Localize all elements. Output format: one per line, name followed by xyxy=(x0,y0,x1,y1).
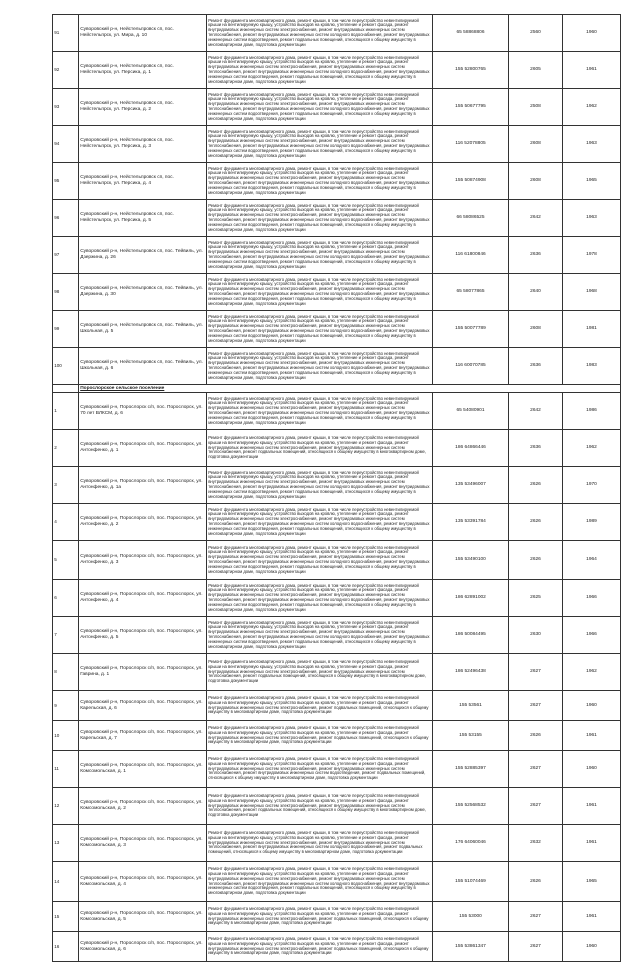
works-cell: Ремонт фундамента многоквартирного дома, ремонт крыши, в том числе переустройство невентилируемой крыши на вентилируемую крышу, устройство выходов на кровлю, утепление и ремонт фасада, ремонт внутридомовых инженерных систем электроснабжения, ремонт внутридомовых инженерных систем теплоснабжения, ремонт внутридомовых инженерных систем холодного водоснабжения, ремонт внутридомовых инженерных систем водоотведения, ремонт подвальных помещений, относящихся к общему имуществу в многоквартирном доме, подготовка документации xyxy=(207,580,433,617)
works-cell: Ремонт фундамента многоквартирного дома, ремонт крыши, в том числе переустройство невентилируемой крыши на вентилируемую крышу, устройство выходов на кровлю, утепление и ремонт фасада, ремонт внутридомовых инженерных систем электроснабжения, ремонт внутридомовых инженерных систем теплоснабжения, ремонт внутридомовых инженерных систем холодного водоснабжения, ремонт внутридомовых инженерных систем водоотведения, ремонт подвальных помещений, относящихся к общему имуществу в многоквартирном доме, подготовка документации xyxy=(207,504,433,541)
year-1-cell: 2642 xyxy=(509,200,563,237)
table-body xyxy=(53,15,621,962)
year-2-cell: 1970 xyxy=(563,467,621,504)
works-cell: Ремонт фундамента многоквартирного дома, ремонт крыши, в том числе переустройство невентилируемой крыши на вентилируемую крышу, устройство выходов на кровлю, утепление и ремонт фасада, ремонт внутридомовых инженерных систем электроснабжения, ремонт внутридомовых инженерных систем теплоснабжения, ремонт внутридомовых инженерных систем холодного водоснабжения, ремонт внутридомовых инженерных систем водоотведения, ремонт подвальных помещений, относящихся к общему имуществу в многоквартирном доме, подготовка документации xyxy=(207,467,433,504)
table-row xyxy=(53,89,621,126)
row-number: 8 xyxy=(53,654,79,691)
year-1-cell: 2630 xyxy=(509,617,563,654)
table-row xyxy=(53,825,621,862)
table-row xyxy=(53,126,621,163)
address-cell: Суворовский р-н, Порослорск с/п, пос. Порослорск, ул. Карельская, д. 7 xyxy=(79,721,207,751)
area-cell: 186 64866446 xyxy=(433,430,509,467)
row-number: 4 xyxy=(53,504,79,541)
works-cell: Ремонт фундамента многоквартирного дома, ремонт крыши, в том числе переустройство невентилируемой крыши на вентилируемую крышу, устройство выходов на кровлю, утепление и ремонт фасада, ремонт внутридомовых инженерных систем электроснабжения, ремонт внутридомовых инженерных систем теплоснабжения, ремонт внутридомовых инженерных систем холодного водоснабжения, ремонт внутридомовых инженерных систем водоотведения, ремонт подвальных помещений, относящихся к общему имуществу в многоквартирном доме, подготовка документации xyxy=(207,126,433,163)
area-cell: 155 52885397 xyxy=(433,751,509,788)
area-cell: 155 53561 xyxy=(433,691,509,721)
row-number: 6 xyxy=(53,580,79,617)
table-row xyxy=(53,274,621,311)
works-cell: Ремонт фундамента многоквартирного дома, ремонт крыши, в том числе переустройство невентилируемой крыши на вентилируемую крышу, устройство выходов на кровлю, утепление и ремонт фасада, ремонт внутридомовых инженерных систем электроснабжения, ремонт внутридомовых инженерных систем теплоснабжения, ремонт внутридомовых инженерных систем холодного водоснабжения, ремонт внутридомовых инженерных систем водоотведения, ремонт подвальных помещений, относящихся к общему имуществу в многоквартирном доме, подготовка документации xyxy=(207,200,433,237)
year-1-cell: 2636 xyxy=(509,237,563,274)
year-2-cell: 1960 xyxy=(563,15,621,52)
year-2-cell: 1986 xyxy=(563,393,621,430)
capital-repair-table xyxy=(52,14,621,962)
table-row xyxy=(53,237,621,274)
area-cell: 155 50077789 xyxy=(433,311,509,348)
row-number: 91 xyxy=(53,15,79,52)
year-1-cell: 2508 xyxy=(509,89,563,126)
address-cell: Суворовский р-н, Нейстельпровск сп, пос. Нейстельпрск, ул. Персика, д. 5 xyxy=(79,200,207,237)
table-row xyxy=(53,788,621,825)
area-cell: 155 50874908 xyxy=(433,163,509,200)
year-2-cell: 1962 xyxy=(563,89,621,126)
area-cell: 65 58077865 xyxy=(433,274,509,311)
section-heading: Порослорское сельское поселение xyxy=(79,385,621,393)
year-2-cell: 1961 xyxy=(563,825,621,862)
table-row xyxy=(53,721,621,751)
row-number: 96 xyxy=(53,200,79,237)
row-number: 93 xyxy=(53,89,79,126)
address-cell: Суворовский р-н, Нейстельпровск сп, пос. Нейстельпрск, ул. Мира, д. 10 xyxy=(79,15,207,52)
address-cell: Суворовский р-н, Порослорск с/п, пос. Порослорск, ул. Комсомольская, д. 1 xyxy=(79,751,207,788)
year-1-cell: 2627 xyxy=(509,691,563,721)
year-2-cell: 1960 xyxy=(563,932,621,962)
area-cell: 135 53391784 xyxy=(433,504,509,541)
year-2-cell: 1961 xyxy=(563,902,621,932)
row-number: 10 xyxy=(53,721,79,751)
heading-spacer-cell xyxy=(53,385,79,393)
works-cell: Ремонт фундамента многоквартирного дома, ремонт крыши, в том числе переустройство невентилируемой крыши на вентилируемую крышу, устройство выходов на кровлю, утепление и ремонт фасада, ремонт внутридомовых инженерных систем электроснабжения, ремонт подвальных помещений, относящихся к общему имуществу в многоквартирном доме, подготовка документации xyxy=(207,902,433,932)
table-row xyxy=(53,200,621,237)
works-cell: Ремонт фундамента многоквартирного дома, ремонт крыши, в том числе переустройство невентилируемой крыши на вентилируемую крышу, устройство выходов на кровлю, утепление и ремонт фасада, ремонт внутридомовых инженерных систем электроснабжения, ремонт внутридомовых инженерных систем теплоснабжения, ремонт подвальных помещений, относящихся к общему имуществу в многоквартирном доме, подготовка документации xyxy=(207,654,433,691)
year-2-cell: 1963 xyxy=(563,126,621,163)
table-row xyxy=(53,163,621,200)
year-1-cell: 2626 xyxy=(509,721,563,751)
area-cell: 155 52568532 xyxy=(433,788,509,825)
table-row xyxy=(53,654,621,691)
works-cell: Ремонт фундамента многоквартирного дома, ремонт крыши, в том числе переустройство невентилируемой крыши на вентилируемую крышу, устройство выходов на кровлю, утепление и ремонт фасада, ремонт внутридомовых инженерных систем электроснабжения, ремонт внутридомовых инженерных систем теплоснабжения, ремонт внутридомовых инженерных систем холодного водоснабжения, ремонт подвальных помещений, относящихся к общему имуществу в многоквартирном доме, подготовка документации xyxy=(207,825,433,862)
address-cell: Суворовский р-н, Порослорск с/п, пос. Порослорск, ул. Комсомольская, д. 4 xyxy=(79,862,207,902)
table-row xyxy=(53,430,621,467)
row-number: 11 xyxy=(53,751,79,788)
year-1-cell: 2636 xyxy=(509,430,563,467)
table-row xyxy=(53,348,621,385)
row-number: 92 xyxy=(53,52,79,89)
year-1-cell: 2642 xyxy=(509,393,563,430)
row-number: 13 xyxy=(53,825,79,862)
area-cell: 155 52800765 xyxy=(433,52,509,89)
address-cell: Суворовский р-н, Порослорск с/п, пос. Порослорск, ул. Комсомольская, д. 2 xyxy=(79,788,207,825)
year-2-cell: 1965 xyxy=(563,862,621,902)
year-2-cell: 1964 xyxy=(563,541,621,580)
year-1-cell: 2626 xyxy=(509,862,563,902)
table-row xyxy=(53,504,621,541)
works-cell: Ремонт фундамента многоквартирного дома, ремонт крыши, в том числе переустройство невентилируемой крыши на вентилируемую крышу, устройство выходов на кровлю, утепление и ремонт фасада, ремонт внутридомовых инженерных систем электроснабжения, ремонт внутридомовых инженерных систем теплоснабжения, ремонт внутридомовых инженерных систем холодного водоснабжения, ремонт внутридомовых инженерных систем водоотведения, ремонт подвальных помещений, относящихся к общему имуществу в многоквартирном доме, подготовка документации xyxy=(207,52,433,89)
table-row xyxy=(53,862,621,902)
year-1-cell: 2627 xyxy=(509,654,563,691)
area-cell: 65 54080901 xyxy=(433,393,509,430)
address-cell: Суворовский р-н, Нейстельпровск сп, пос. Тейвиль, ул. Школьная, д. 6 xyxy=(79,348,207,385)
works-cell: Ремонт фундамента многоквартирного дома, ремонт крыши, в том числе переустройство невентилируемой крыши на вентилируемую крышу, устройство выходов на кровлю, утепление и ремонт фасада, ремонт внутридомовых инженерных систем электроснабжения, ремонт внутридомовых инженерных систем теплоснабжения, ремонт внутридомовых инженерных систем холодного водоснабжения, ремонт внутридомовых инженерных систем водоотведения, ремонт подвальных помещений, относящихся к общему имуществу в многоквартирном доме, подготовка документации xyxy=(207,617,433,654)
address-cell: Суворовский р-н, Порослорск с/п, пос. Порослорск, ул. Антонфенко, д. 3 xyxy=(79,541,207,580)
works-cell: Ремонт фундамента многоквартирного дома, ремонт крыши, в том числе переустройство невентилируемой крыши на вентилируемую крышу, устройство выходов на кровлю, утепление и ремонт фасада, ремонт внутридомовых инженерных систем электроснабжения, ремонт внутридомовых инженерных систем теплоснабжения, ремонт внутридомовых инженерных систем холодного водоснабжения, ремонт внутридомовых инженерных систем водоотведения, ремонт подвальных помещений, относящихся к общему имуществу в многоквартирном доме, подготовка документации xyxy=(207,237,433,274)
year-2-cell: 1983 xyxy=(563,348,621,385)
table-row xyxy=(53,751,621,788)
year-1-cell: 2605 xyxy=(509,52,563,89)
address-cell: Суворовский р-н, Порослорск с/п, пос. Порослорск, ул. Гаврина, д. 1 xyxy=(79,654,207,691)
works-cell: Ремонт фундамента многоквартирного дома, ремонт крыши, в том числе переустройство невентилируемой крыши на вентилируемую крышу, устройство выходов на кровлю, утепление и ремонт фасада, ремонт внутридомовых инженерных систем электроснабжения, ремонт подвальных помещений, относящихся к общему имуществу в многоквартирном доме, подготовка документации xyxy=(207,691,433,721)
area-cell: 186 62891002 xyxy=(433,580,509,617)
year-1-cell: 2627 xyxy=(509,788,563,825)
works-cell: Ремонт фундамента многоквартирного дома, ремонт крыши, в том числе переустройство невентилируемой крыши на вентилируемую крышу, устройство выходов на кровлю, утепление и ремонт фасада, ремонт внутридомовых инженерных систем электроснабжения, ремонт внутридомовых инженерных систем теплоснабжения, ремонт подвальных помещений, относящихся к общему имуществу в многоквартирном доме, подготовка документации xyxy=(207,788,433,825)
area-cell: 155 53861347 xyxy=(433,932,509,962)
year-2-cell: 1966 xyxy=(563,580,621,617)
year-1-cell: 2627 xyxy=(509,751,563,788)
year-2-cell: 1981 xyxy=(563,311,621,348)
works-cell: Ремонт фундамента многоквартирного дома, ремонт крыши, в том числе переустройство невентилируемой крыши на вентилируемую крышу, устройство выходов на кровлю, утепление и ремонт фасада, ремонт внутридомовых инженерных систем электроснабжения, ремонт внутридомовых инженерных систем теплоснабжения, ремонт внутридомовых инженерных систем холодного водоснабжения, ремонт внутридомовых инженерных систем водоотведения, ремонт подвальных помещений, относящихся к общему имуществу в многоквартирном доме, подготовка документации xyxy=(207,393,433,430)
address-cell: Суворовский р-н, Нейстельпровск сп, пос. Тейвиль, ул. Дзержина, д. 26 xyxy=(79,237,207,274)
area-cell: 186 52496438 xyxy=(433,654,509,691)
table-row xyxy=(53,311,621,348)
works-cell: Ремонт фундамента многоквартирного дома, ремонт крыши, в том числе переустройство невентилируемой крыши на вентилируемую крышу, устройство выходов на кровлю, утепление и ремонт фасада, ремонт внутридомовых инженерных систем электроснабжения, ремонт внутридомовых инженерных систем теплоснабжения, ремонт подвальных помещений, относящихся к общему имуществу в многоквартирном доме, подготовка документации xyxy=(207,430,433,467)
year-2-cell: 1960 xyxy=(563,751,621,788)
year-1-cell: 2636 xyxy=(509,348,563,385)
area-cell: 155 51074469 xyxy=(433,862,509,902)
row-number: 2 xyxy=(53,430,79,467)
row-number: 98 xyxy=(53,274,79,311)
year-1-cell: 2640 xyxy=(509,274,563,311)
area-cell: 155 50677795 xyxy=(433,89,509,126)
address-cell: Суворовский р-н, Нейстельпровск сп, пос. Нейстельпрск, ул. Персика, д. 2 xyxy=(79,89,207,126)
works-cell: Ремонт фундамента многоквартирного дома, ремонт крыши, в том числе переустройство невентилируемой крыши на вентилируемую крышу, устройство выходов на кровлю, утепление и ремонт фасада, ремонт внутридомовых инженерных систем электроснабжения, ремонт подвальных помещений, относящихся к общему имуществу в многоквартирном доме, подготовка документации xyxy=(207,932,433,962)
works-cell: Ремонт фундамента многоквартирного дома, ремонт крыши, в том числе переустройство невентилируемой крыши на вентилируемую крышу, устройство выходов на кровлю, утепление и ремонт фасада, ремонт внутридомовых инженерных систем электроснабжения, ремонт внутридомовых инженерных систем теплоснабжения, ремонт внутридомовых инженерных систем холодного водоснабжения, ремонт внутридомовых инженерных систем водоотведения, ремонт подвальных помещений, относящихся к общему имуществу в многоквартирном доме, подготовка документации xyxy=(207,541,433,580)
table-row xyxy=(53,541,621,580)
year-2-cell: 1966 xyxy=(563,617,621,654)
address-cell: Суворовский р-н, Порослорск с/п, пос. Порослорск, ул. Антонфенко, д. 5 xyxy=(79,617,207,654)
table-row xyxy=(53,52,621,89)
year-2-cell: 1961 xyxy=(563,52,621,89)
year-2-cell: 1968 xyxy=(563,274,621,311)
row-number: 1 xyxy=(53,393,79,430)
row-number: 16 xyxy=(53,932,79,962)
row-number: 7 xyxy=(53,617,79,654)
year-1-cell: 2625 xyxy=(509,580,563,617)
row-number: 9 xyxy=(53,691,79,721)
row-number: 3 xyxy=(53,467,79,504)
area-cell: 66 58086525 xyxy=(433,200,509,237)
row-number: 100 xyxy=(53,348,79,385)
works-cell: Ремонт фундамента многоквартирного дома, ремонт крыши, в том числе переустройство невентилируемой крыши на вентилируемую крышу, устройство выходов на кровлю, утепление и ремонт фасада, ремонт внутридомовых инженерных систем электроснабжения, ремонт внутридомовых инженерных систем теплоснабжения, ремонт внутридомовых инженерных систем холодного водоснабжения, ремонт внутридомовых инженерных систем водоотведения, ремонт подвальных помещений, относящихся к общему имуществу в многоквартирном доме, подготовка документации xyxy=(207,311,433,348)
area-cell: 186 50084495 xyxy=(433,617,509,654)
area-cell: 116 52078805 xyxy=(433,126,509,163)
address-cell: Суворовский р-н, Порослорск с/п, пос. Порослорск, ул. Комсомольская, д. 3 xyxy=(79,825,207,862)
year-2-cell: 1960 xyxy=(563,691,621,721)
year-2-cell: 1963 xyxy=(563,200,621,237)
row-number: 12 xyxy=(53,788,79,825)
document-page xyxy=(52,14,620,962)
works-cell: Ремонт фундамента многоквартирного дома, ремонт крыши, в том числе переустройство невентилируемой крыши на вентилируемую крышу, устройство выходов на кровлю, утепление и ремонт фасада, ремонт внутридомовых инженерных систем электроснабжения, ремонт внутридомовых инженерных систем теплоснабжения, ремонт внутридомовых инженерных систем водоотведения, ремонт подвальных помещений, относящихся к общему имуществу в многоквартирном доме, подготовка документации xyxy=(207,751,433,788)
year-2-cell: 1961 xyxy=(563,788,621,825)
year-2-cell: 1962 xyxy=(563,430,621,467)
row-number: 99 xyxy=(53,311,79,348)
works-cell: Ремонт фундамента многоквартирного дома, ремонт крыши, в том числе переустройство невентилируемой крыши на вентилируемую крышу, устройство выходов на кровлю, утепление и ремонт фасада, ремонт внутридомовых инженерных систем электроснабжения, ремонт внутридомовых инженерных систем теплоснабжения, ремонт внутридомовых инженерных систем холодного водоснабжения, ремонт внутридомовых инженерных систем водоотведения, ремонт подвальных помещений, относящихся к общему имуществу в многоквартирном доме, подготовка документации xyxy=(207,15,433,52)
year-1-cell: 2627 xyxy=(509,932,563,962)
address-cell: Суворовский р-н, Порослорск с/п, пос. Порослорск, ул. Комсомольская, д. 6 xyxy=(79,932,207,962)
area-cell: 176 64060046 xyxy=(433,825,509,862)
address-cell: Суворовский р-н, Порослорск с/п, пос. Порослорск, ул. Антонфенко, д. 1 xyxy=(79,430,207,467)
table-row xyxy=(53,467,621,504)
row-number: 95 xyxy=(53,163,79,200)
year-1-cell: 2626 xyxy=(509,467,563,504)
address-cell: Суворовский р-н, Нейстельпровск сп, пос. Тейвиль, ул. Школьная, д. 5 xyxy=(79,311,207,348)
year-1-cell: 2608 xyxy=(509,126,563,163)
year-1-cell: 2632 xyxy=(509,825,563,862)
year-2-cell: 1961 xyxy=(563,721,621,751)
table-row xyxy=(53,932,621,962)
year-2-cell: 1965 xyxy=(563,163,621,200)
address-cell: Суворовский р-н, Порослорск с/п, пос. Порослорск, ул. Карельская, д. 6 xyxy=(79,691,207,721)
address-cell: Суворовский р-н, Порослорск с/п, пос. Порослорск, ул. Антонфенко, д. 1а xyxy=(79,467,207,504)
address-cell: Суворовский р-н, Нейстельпровск сп, пос. Нейстельпрск, ул. Персика, д. 4 xyxy=(79,163,207,200)
row-number: 97 xyxy=(53,237,79,274)
works-cell: Ремонт фундамента многоквартирного дома, ремонт крыши, в том числе переустройство невентилируемой крыши на вентилируемую крышу, устройство выходов на кровлю, утепление и ремонт фасада, ремонт внутридомовых инженерных систем электроснабжения, ремонт внутридомовых инженерных систем теплоснабжения, ремонт внутридомовых инженерных систем холодного водоснабжения, ремонт внутридомовых инженерных систем водоотведения, ремонт подвальных помещений, относящихся к общему имуществу в многоквартирном доме, подготовка документации xyxy=(207,89,433,126)
row-number: 14 xyxy=(53,862,79,902)
address-cell: Суворовский р-н, Нейстельпровск сп, пос. Нейстельпрск, ул. Персика, д. 1 xyxy=(79,52,207,89)
table-row xyxy=(53,691,621,721)
address-cell: Суворовский р-н, Нейстельпровск сп, пос. Тейвиль, ул. Дзержина, д. 30 xyxy=(79,274,207,311)
area-cell: 116 60070785 xyxy=(433,348,509,385)
table-row xyxy=(53,902,621,932)
area-cell: 135 53496007 xyxy=(433,467,509,504)
area-cell: 65 58868806 xyxy=(433,15,509,52)
area-cell: 155 53000 xyxy=(433,902,509,932)
section-heading-row xyxy=(53,385,621,393)
address-cell: Суворовский р-н, Порослорск с/п, пос. Порослорск, ул. Комсомольская, д. 5 xyxy=(79,902,207,932)
year-1-cell: 2626 xyxy=(509,541,563,580)
area-cell: 116 61800846 xyxy=(433,237,509,274)
row-number: 15 xyxy=(53,902,79,932)
address-cell: Суворовский р-н, Нейстельпровск сп, пос. Нейстельпрск, ул. Персика, д. 3 xyxy=(79,126,207,163)
year-2-cell: 1978 xyxy=(563,237,621,274)
works-cell: Ремонт фундамента многоквартирного дома, ремонт крыши, в том числе переустройство невентилируемой крыши на вентилируемую крышу, устройство выходов на кровлю, утепление и ремонт фасада, ремонт внутридомовых инженерных систем электроснабжения, ремонт подвальных помещений, относящихся к общему имуществу в многоквартирном доме, подготовка документации xyxy=(207,721,433,751)
year-1-cell: 2627 xyxy=(509,902,563,932)
year-1-cell: 2560 xyxy=(509,15,563,52)
works-cell: Ремонт фундамента многоквартирного дома, ремонт крыши, в том числе переустройство невентилируемой крыши на вентилируемую крышу, устройство выходов на кровлю, утепление и ремонт фасада, ремонт внутридомовых инженерных систем электроснабжения, ремонт внутридомовых инженерных систем теплоснабжения, ремонт внутридомовых инженерных систем холодного водоснабжения, ремонт внутридомовых инженерных систем водоотведения, ремонт подвальных помещений, относящихся к общему имуществу в многоквартирном доме, подготовка документации xyxy=(207,274,433,311)
year-1-cell: 2626 xyxy=(509,504,563,541)
table-row xyxy=(53,15,621,52)
table-row xyxy=(53,393,621,430)
works-cell: Ремонт фундамента многоквартирного дома, ремонт крыши, в том числе переустройство невентилируемой крыши на вентилируемую крышу, устройство выходов на кровлю, утепление и ремонт фасада, ремонт внутридомовых инженерных систем электроснабжения, ремонт внутридомовых инженерных систем теплоснабжения, ремонт внутридомовых инженерных систем холодного водоснабжения, ремонт внутридомовых инженерных систем водоотведения, ремонт подвальных помещений, относящихся к общему имуществу в многоквартирном доме, подготовка документации xyxy=(207,348,433,385)
table-row xyxy=(53,617,621,654)
address-cell: Суворовский р-н, Порослорск с/п, пос. Порослорск, ул. 70 лет ВЛКСМ, д. 6 xyxy=(79,393,207,430)
area-cell: 155 53155 xyxy=(433,721,509,751)
address-cell: Суворовский р-н, Порослорск с/п, пос. Порослорск, ул. Антонфенко, д. 4 xyxy=(79,580,207,617)
row-number: 5 xyxy=(53,541,79,580)
year-2-cell: 1962 xyxy=(563,654,621,691)
year-1-cell: 2608 xyxy=(509,311,563,348)
works-cell: Ремонт фундамента многоквартирного дома, ремонт крыши, в том числе переустройство невентилируемой крыши на вентилируемую крышу, устройство выходов на кровлю, утепление и ремонт фасада, ремонт внутридомовых инженерных систем электроснабжения, ремонт внутридомовых инженерных систем теплоснабжения, ремонт внутридомовых инженерных систем холодного водоснабжения, ремонт внутридомовых инженерных систем водоотведения, ремонт подвальных помещений, относящихся к общему имуществу в многоквартирном доме, подготовка документации xyxy=(207,862,433,902)
row-number: 94 xyxy=(53,126,79,163)
year-2-cell: 1989 xyxy=(563,504,621,541)
area-cell: 155 53490100 xyxy=(433,541,509,580)
address-cell: Суворовский р-н, Порослорск с/п, пос. Порослорск, ул. Антонфенко, д. 2 xyxy=(79,504,207,541)
year-1-cell: 2608 xyxy=(509,163,563,200)
works-cell: Ремонт фундамента многоквартирного дома, ремонт крыши, в том числе переустройство невентилируемой крыши на вентилируемую крышу, устройство выходов на кровлю, утепление и ремонт фасада, ремонт внутридомовых инженерных систем электроснабжения, ремонт внутридомовых инженерных систем теплоснабжения, ремонт внутридомовых инженерных систем холодного водоснабжения, ремонт внутридомовых инженерных систем водоотведения, ремонт подвальных помещений, относящихся к общему имуществу в многоквартирном доме, подготовка документации xyxy=(207,163,433,200)
table-row xyxy=(53,580,621,617)
